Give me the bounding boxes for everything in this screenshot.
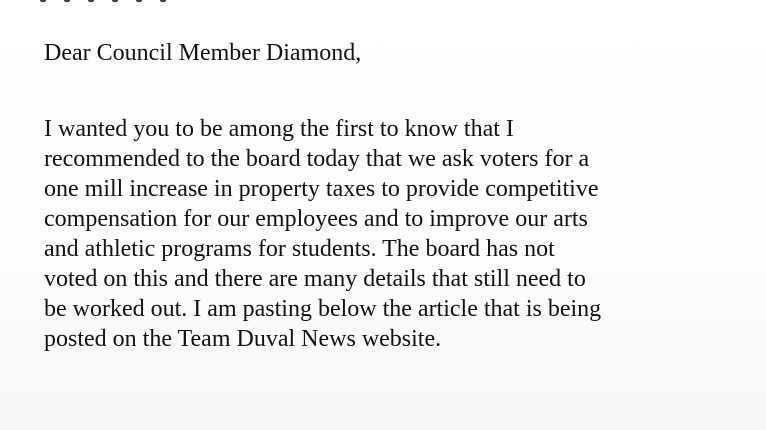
body-line-7: be worked out. I am pasting below the article that is being bbox=[44, 296, 602, 322]
letter-body bbox=[44, 38, 744, 354]
body-line-2: recommended to the board today that we ask voters for a bbox=[44, 146, 590, 172]
salutation: Dear Council Member Diamond, bbox=[44, 40, 362, 66]
body-line-6: voted on this and there are many details that still need to bbox=[44, 266, 586, 292]
body-line-3: one mill increase in property taxes to provide competitive bbox=[44, 176, 599, 202]
body-line-5: and athletic programs for students. The board has not bbox=[44, 236, 555, 262]
body-line-8: posted on the Team Duval News website. bbox=[44, 326, 442, 352]
body-line-1: I wanted you to be among the first to know that I bbox=[44, 116, 514, 142]
body-line-4: compensation for our employees and to improve our arts bbox=[44, 206, 588, 232]
cropped-text-fragment bbox=[40, 0, 240, 4]
